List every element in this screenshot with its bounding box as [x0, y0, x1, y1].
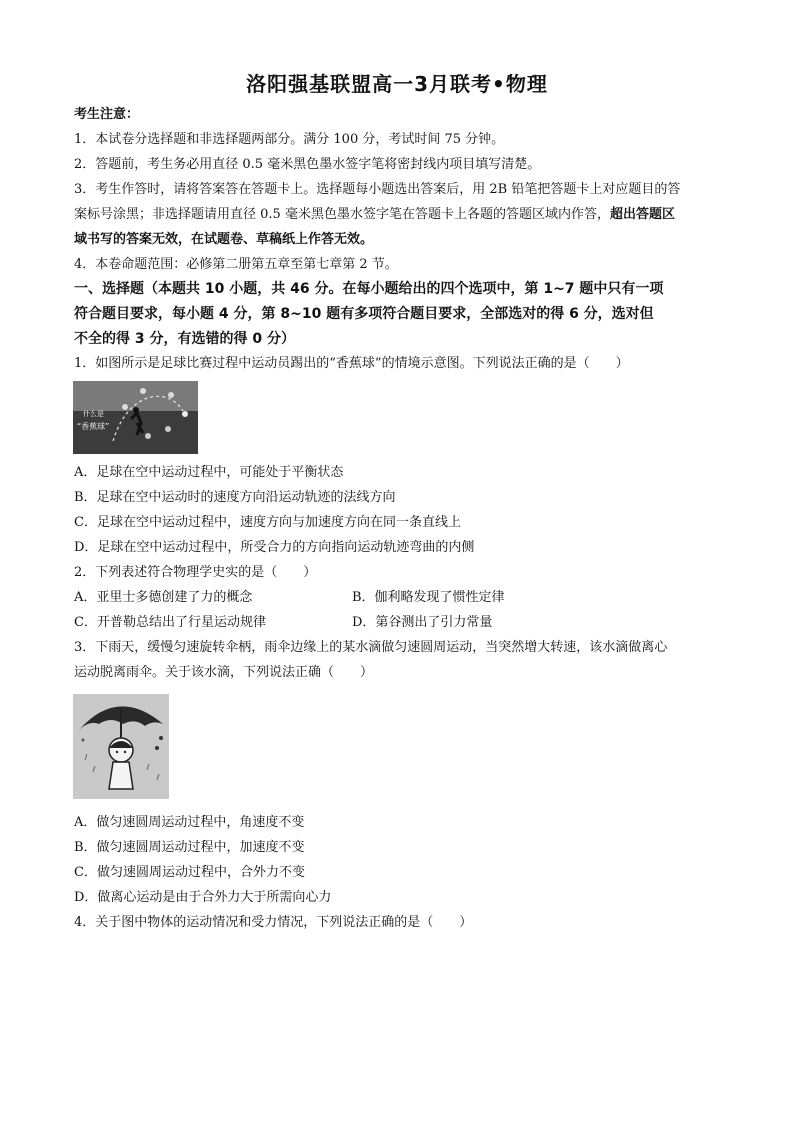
- section-heading: 符合题目要求，每小题 4 分，第 8~10 题有多项符合题目要求，全部选对的得 6 分，选对但: [74, 306, 654, 322]
- option: C．开普勒总结出了行星运动规律: [74, 615, 266, 630]
- notice-item: 3．考生作答时，请将答案答在答题卡上。选择题每小题选出答案后，用 2B 铅笔把答题卡上对应题目的答: [74, 182, 681, 197]
- notice-heading: 考生注意：: [74, 107, 140, 122]
- notice-item: 2．答题前，考生务必用直径 0.5 毫米黑色墨水签字笔将密封线内项目填写清楚。: [74, 157, 541, 172]
- option: B．足球在空中运动时的速度方向沿运动轨迹的法线方向: [74, 490, 396, 505]
- notice-item: [74, 206, 675, 224]
- question-4-stem: 4．关于图中物体的运动情况和受力情况，下列说法正确的是（ ）: [74, 915, 473, 930]
- notice-item-emphasis: 超出答题区: [609, 207, 675, 222]
- notice-item-text: 案标号涂黑；非选择题请用直径 0.5 毫米黑色墨水签字笔在答题卡上各题的答题区域内作答，: [74, 207, 610, 222]
- image-caption-line-1: 什么是: [83, 410, 104, 418]
- umbrella-rain-illustration: [73, 694, 169, 799]
- section-heading: 不全的得 3 分，有选错的得 0 分）: [74, 331, 295, 347]
- image-caption-line-2: “香蕉球”: [77, 422, 110, 431]
- soccer-photo-illustration: [73, 381, 198, 454]
- notice-item: 4．本卷命题范围：必修第二册第五章至第七章第 2 节。: [74, 257, 398, 272]
- notice-item: 域书写的答案无效，在试题卷、草稿纸上作答无效。: [74, 232, 374, 247]
- banana-kick-image: [73, 381, 198, 454]
- exam-title: 洛阳强基联盟高一3月联考•物理: [246, 72, 548, 96]
- option: A．足球在空中运动过程中，可能处于平衡状态: [74, 465, 344, 480]
- option: C．足球在空中运动过程中，速度方向与加速度方向在同一条直线上: [74, 515, 461, 530]
- option: B．伽利略发现了惯性定律: [352, 590, 505, 605]
- question-2-stem: 2．下列表述符合物理学史实的是（ ）: [74, 565, 317, 580]
- option: C．做匀速圆周运动过程中，合外力不变: [74, 865, 305, 880]
- option: B．做匀速圆周运动过程中，加速度不变: [74, 840, 305, 855]
- option: A．做匀速圆周运动过程中，角速度不变: [74, 815, 305, 830]
- question-3-stem: 3．下雨天，缓慢匀速旋转伞柄，雨伞边缘上的某水滴做匀速圆周运动，当突然增大转速，该水滴做离心: [74, 640, 668, 655]
- umbrella-image: [73, 694, 169, 799]
- option: D．第谷测出了引力常量: [352, 615, 493, 630]
- option: D．足球在空中运动过程中，所受合力的方向指向运动轨迹弯曲的内侧: [74, 540, 475, 555]
- section-heading: 一、选择题（本题共 10 小题，共 46 分。在每小题给出的四个选项中，第 1~7 题中只有一项: [74, 281, 664, 297]
- question-3-stem: 运动脱离雨伞。关于该水滴，下列说法正确（ ）: [74, 665, 374, 680]
- notice-item: 1．本试卷分选择题和非选择题两部分。满分 100 分，考试时间 75 分钟。: [74, 132, 505, 147]
- option: A．亚里士多德创建了力的概念: [74, 590, 253, 605]
- question-1-stem: 1．如图所示是足球比赛过程中运动员踢出的“香蕉球”的情境示意图。下列说法正确的是（ ）: [74, 356, 629, 371]
- option: D．做离心运动是由于合外力大于所需向心力: [74, 890, 332, 905]
